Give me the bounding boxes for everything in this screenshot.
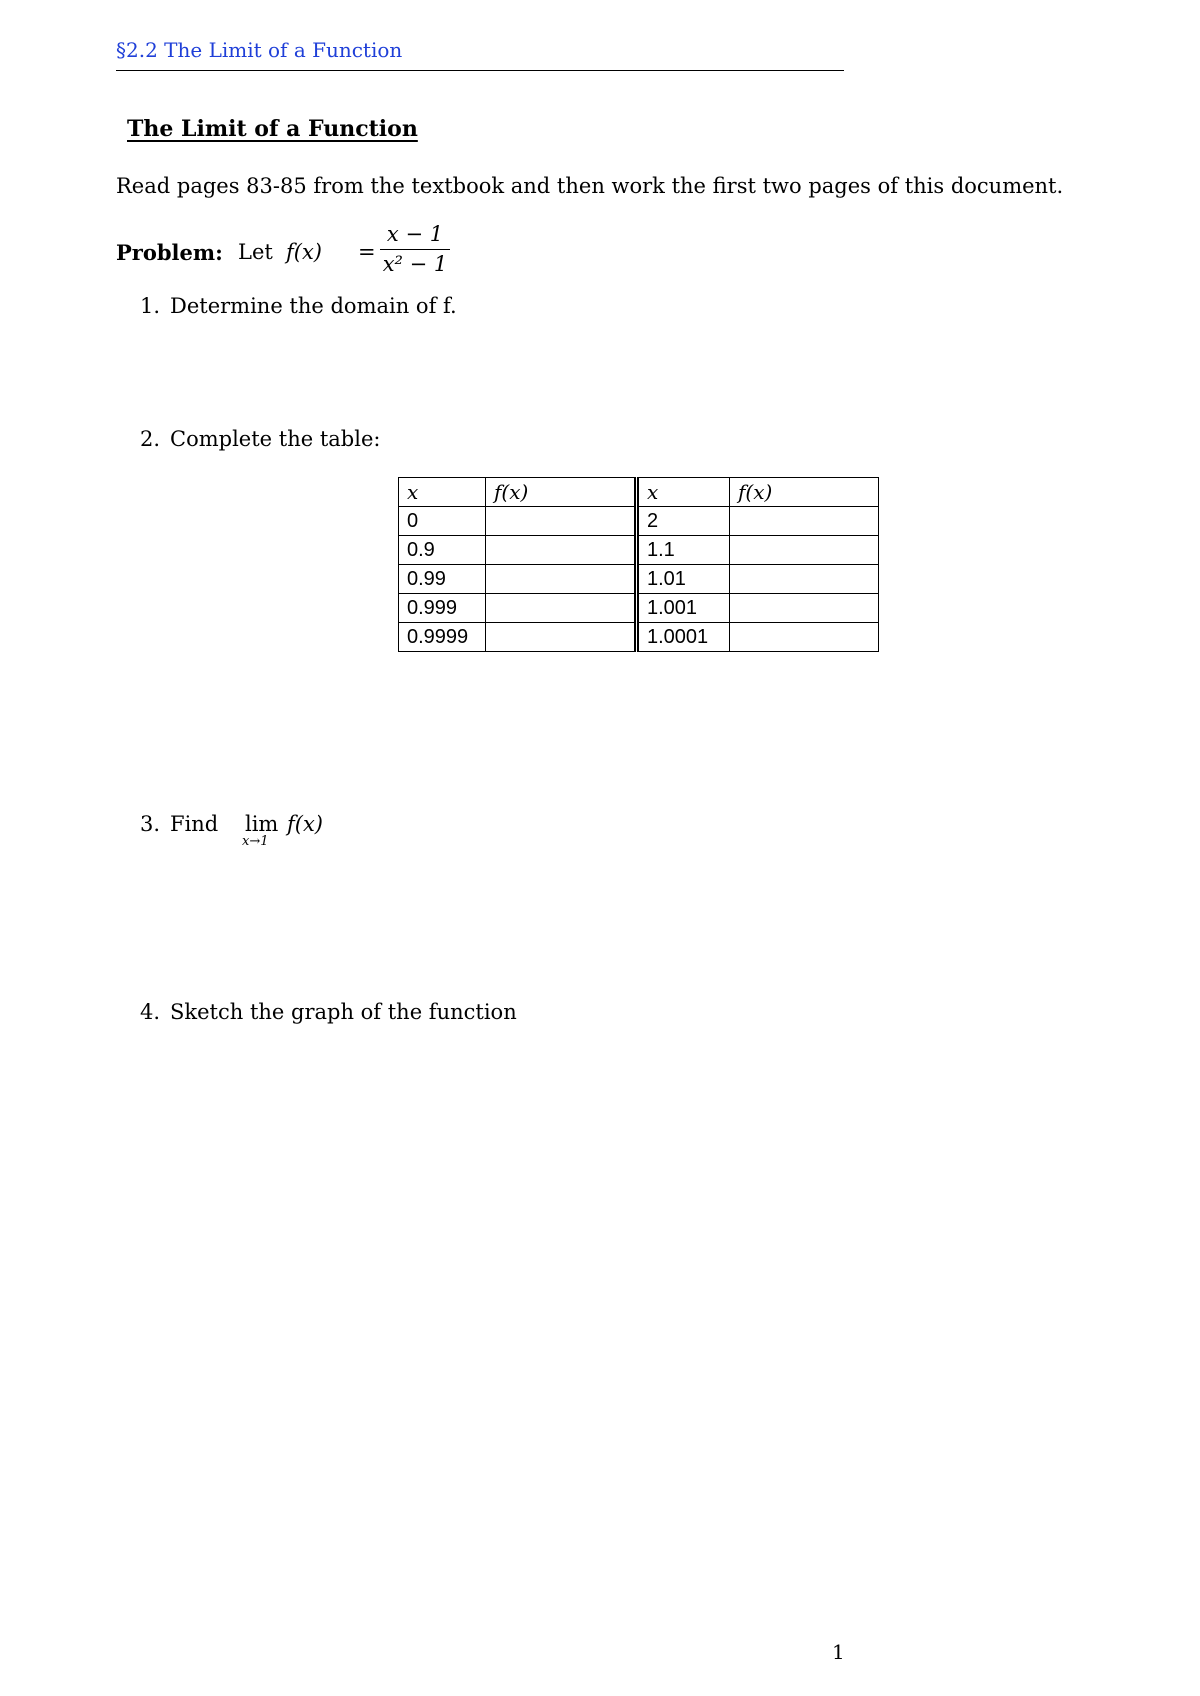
question-text: Find xyxy=(170,812,219,836)
fraction-denominator: x² − 1 xyxy=(382,252,448,276)
question-number: 1. xyxy=(140,294,161,318)
table-cell: 1.1 xyxy=(637,536,730,565)
limit-operator: lim xyxy=(245,812,279,836)
table-cell: 1.01 xyxy=(637,565,730,594)
header-fx-left: f(x) xyxy=(486,478,637,507)
table-header-row xyxy=(399,478,879,507)
table-row xyxy=(399,565,879,594)
function-fraction xyxy=(380,222,450,276)
equals-sign: = xyxy=(358,240,376,264)
table-cell xyxy=(486,623,637,652)
table-cell: 0.9 xyxy=(399,536,486,565)
table-cell xyxy=(730,594,879,623)
table-row xyxy=(399,594,879,623)
table-cell xyxy=(486,565,637,594)
limit-function: f(x) xyxy=(287,812,324,836)
running-title: §2.2 The Limit of a Function xyxy=(116,38,403,62)
question-text: Determine the domain of f. xyxy=(170,294,457,318)
intro-paragraph: Read pages 83-85 from the textbook and then work the first two pages of this document. xyxy=(116,174,1064,198)
problem-label: Problem: xyxy=(116,240,223,265)
header-x-left: x xyxy=(399,478,486,507)
question-text: Complete the table: xyxy=(170,427,381,451)
running-header xyxy=(116,38,844,71)
fraction-numerator: x − 1 xyxy=(380,222,450,250)
table-cell: 0.9999 xyxy=(399,623,486,652)
table-cell: 0.99 xyxy=(399,565,486,594)
table-cell xyxy=(486,507,637,536)
table-cell xyxy=(730,623,879,652)
header-x-right: x xyxy=(637,478,730,507)
question-text: Sketch the graph of the function xyxy=(170,1000,517,1024)
table-cell xyxy=(486,594,637,623)
table-cell xyxy=(730,536,879,565)
values-table xyxy=(398,477,879,652)
table-cell xyxy=(730,507,879,536)
table-cell xyxy=(486,536,637,565)
table-cell: 2 xyxy=(637,507,730,536)
table-cell: 0.999 xyxy=(399,594,486,623)
page-number: 1 xyxy=(832,1640,845,1664)
table-row xyxy=(399,536,879,565)
question-number: 4. xyxy=(140,1000,161,1024)
table-row xyxy=(399,623,879,652)
question-number: 2. xyxy=(140,427,161,451)
table-cell xyxy=(730,565,879,594)
function-name: f(x) xyxy=(286,240,323,264)
table-row xyxy=(399,507,879,536)
table-cell: 0 xyxy=(399,507,486,536)
header-fx-right: f(x) xyxy=(730,478,879,507)
table-cell: 1.0001 xyxy=(637,623,730,652)
problem-let: Let xyxy=(238,240,273,264)
table-cell: 1.001 xyxy=(637,594,730,623)
limit-subscript: x→1 xyxy=(242,834,269,849)
page-title: The Limit of a Function xyxy=(127,116,418,142)
question-number: 3. xyxy=(140,812,161,836)
